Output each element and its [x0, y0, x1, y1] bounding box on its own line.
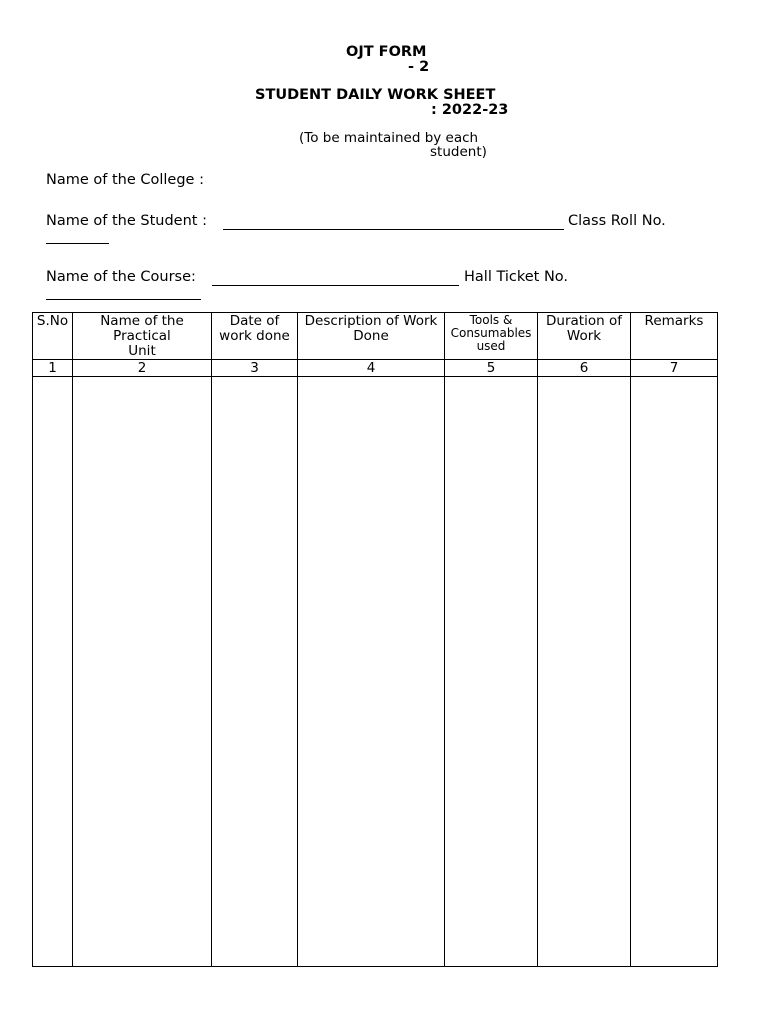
table-body-row — [33, 376, 718, 966]
col-number: 6 — [538, 359, 631, 376]
col-header-duration: Duration of Work — [538, 313, 631, 360]
table-header-row — [33, 313, 718, 360]
sheet-title: STUDENT DAILY WORK SHEET — [255, 87, 496, 103]
date-cell[interactable] — [212, 376, 298, 966]
college-label: Name of the College : — [46, 172, 204, 188]
col-header-sno: S.No — [33, 313, 73, 360]
student-label: Name of the Student : — [46, 213, 207, 229]
col-number: 5 — [445, 359, 538, 376]
col-header-date: Date of work done — [212, 313, 298, 360]
table-number-row — [33, 359, 718, 376]
form-number: - 2 — [408, 59, 430, 75]
tools-cell[interactable] — [445, 376, 538, 966]
col-header-description: Description of Work Done — [298, 313, 445, 360]
duration-cell[interactable] — [538, 376, 631, 966]
daily-work-table — [32, 312, 718, 967]
sno-cell[interactable] — [33, 376, 73, 966]
practical-unit-cell[interactable] — [73, 376, 212, 966]
col-number: 3 — [212, 359, 298, 376]
col-header-practical-unit: Name of the Practical Unit — [73, 313, 212, 360]
course-label: Name of the Course: — [46, 269, 196, 285]
class-roll-label: Class Roll No. — [568, 213, 666, 229]
col-number: 1 — [33, 359, 73, 376]
note-line-1: (To be maintained by each — [299, 130, 479, 146]
col-number: 7 — [631, 359, 718, 376]
col-header-remarks: Remarks — [631, 313, 718, 360]
description-cell[interactable] — [298, 376, 445, 966]
remarks-cell[interactable] — [631, 376, 718, 966]
academic-year: : 2022-23 — [431, 102, 509, 118]
col-number: 2 — [73, 359, 212, 376]
hall-ticket-blank[interactable] — [46, 299, 201, 300]
col-header-tools: Tools & Consumables used — [445, 313, 538, 360]
form-title: OJT FORM — [346, 44, 427, 60]
class-roll-blank[interactable] — [46, 243, 109, 244]
note-line-2: student) — [430, 144, 487, 160]
hall-ticket-label: Hall Ticket No. — [464, 269, 569, 285]
course-name-blank[interactable] — [212, 285, 459, 286]
col-number: 4 — [298, 359, 445, 376]
student-name-blank[interactable] — [223, 229, 564, 230]
